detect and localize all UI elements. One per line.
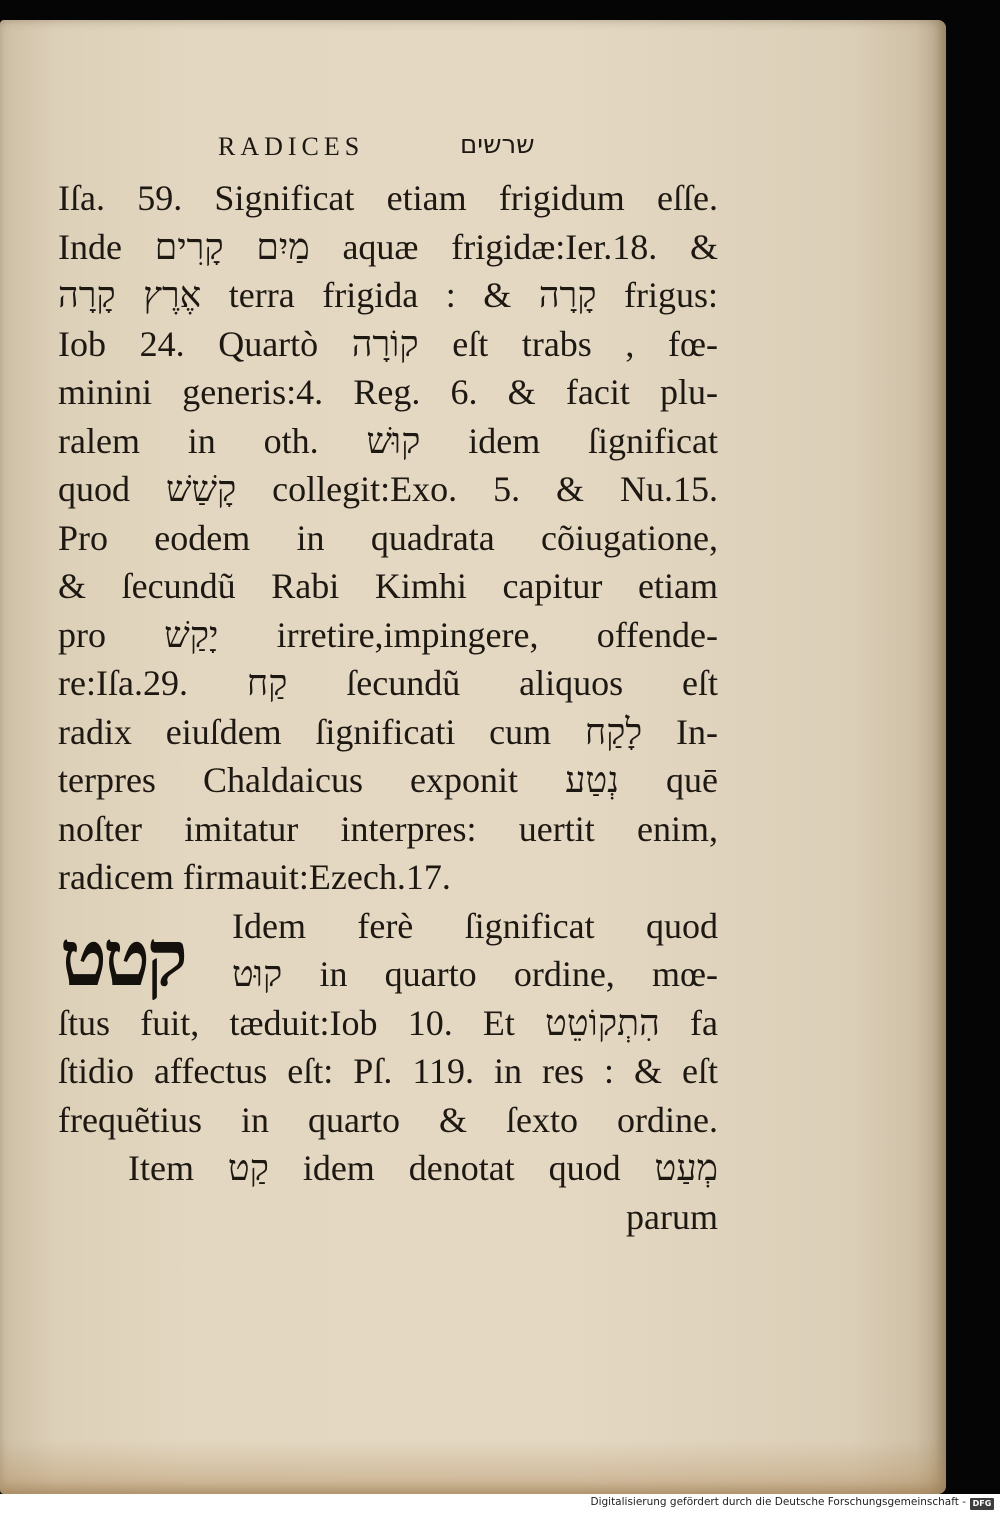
text-line: & ſecundũ Rabi Kimhi capitur etiam xyxy=(58,566,718,606)
text-line: ralem in oth. קוּשׁ idem ſignificat xyxy=(58,420,718,461)
entry-line: Idem ferè ſignificat quod xyxy=(232,905,718,946)
text-line: quod קָשַׁשׁ collegit:Exo. 5. & Nu.15. xyxy=(58,469,719,509)
text-line: radix eiuſdem ſignificati cum לָקַח In- xyxy=(58,711,719,752)
digitization-footer xyxy=(0,1494,1000,1514)
page-edge-shadow xyxy=(916,20,946,1494)
text-line: re:Iſa.29. קַח ſecundũ aliquos eſt xyxy=(58,663,718,703)
text-line: minini generis:4. Reg. 6. & facit plu- xyxy=(58,372,718,412)
dfg-logo: DFG xyxy=(970,1498,994,1510)
text-line: noſter imitatur interpres: uertit enim, xyxy=(58,808,718,849)
text-line: pro יָקַשׁ irretire,impingere, offende- xyxy=(58,614,718,655)
text-line: Iob 24. Quartò קוֹרָה eſt trabs , fœ- xyxy=(58,323,718,364)
text-line: terpres Chaldaicus exponit נְטַע quē xyxy=(58,760,719,800)
page-bottom-stain xyxy=(0,1440,946,1494)
catchword: parum xyxy=(626,1196,718,1237)
running-title: RADICES xyxy=(218,132,365,161)
entry-line: ſtidio affectus eſt: Pſ. 119. in res : & eſt xyxy=(58,1051,718,1091)
entry-line: ſtus fuit, tæduit:Iob 10. Et הִתְקוֹטֵט fa xyxy=(58,1002,718,1043)
entry-headword: קטט xyxy=(60,913,184,1004)
text-line: Inde מַיִם קָרִים aquæ frigidæ:Ier.18. & xyxy=(58,226,718,267)
page-text-block xyxy=(58,128,718,1241)
text-line: אֶרֶץ קָרָה terra frigida : & קָרָה frigus: xyxy=(58,275,718,315)
running-title-hebrew: שרשים xyxy=(460,130,535,160)
entry-line: frequẽtius in quarto & ſexto ordine. xyxy=(58,1099,718,1140)
entry-line: קוּט in quarto ordine, mœ- xyxy=(232,954,718,994)
footer-credit: Digitalisierung gefördert durch die Deutsche Forschungsgemeinschaft - xyxy=(590,1496,966,1508)
entry-line: Item קַט idem denotat quod מְעַט xyxy=(128,1148,718,1188)
text-line: Pro eodem in quadrata cõiugatione, xyxy=(58,517,718,558)
running-header xyxy=(58,128,718,174)
text-line: Iſa. 59. Significat etiam frigidum eſſe. xyxy=(58,178,718,218)
text-line: radicem firmauit:Ezech.17. xyxy=(58,857,451,897)
